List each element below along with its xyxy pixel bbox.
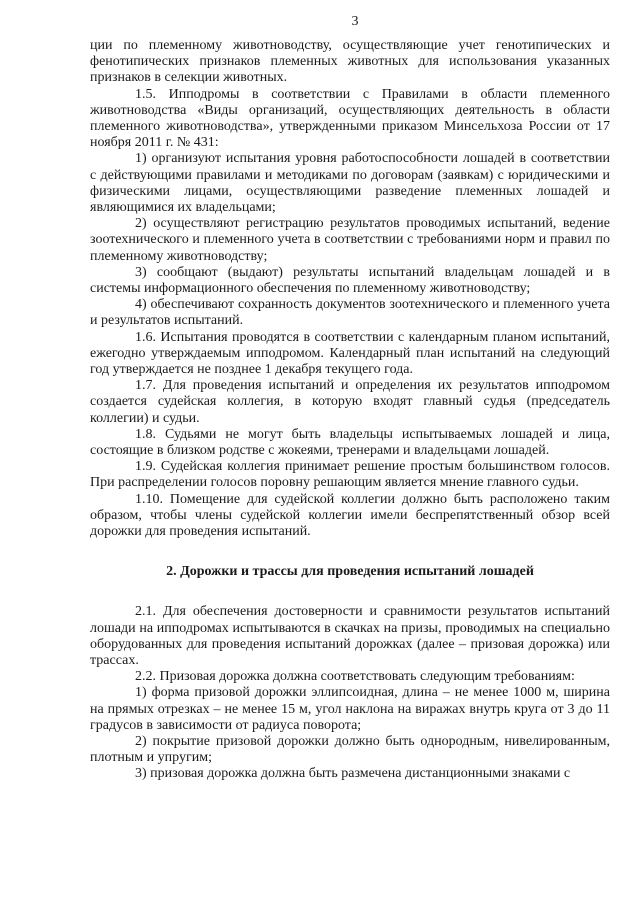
paragraph-1-5: 1.5. Ипподромы в соответствии с Правилами в области племенного животноводства «Виды организаций, осуществляющих деятельность в области племенного животноводства», утвержденными приказом Минсельхоза России от 17 ноября 2011 г. № 431: — [90, 86, 610, 151]
paragraph-2-2: 2.2. Призовая дорожка должна соответствовать следующим требованиям: — [135, 669, 575, 685]
paragraph-1-10: 1.10. Помещение для судейской коллегии должно быть расположено таким образом, чтобы члены судейской коллегии имели беспрепятственный обзор всей дорожки для проведения испытаний. — [90, 491, 610, 540]
paragraph-1-7: 1.7. Для проведения испытаний и определения их результатов ипподромом создается судейская коллегия, в которую входят главный судья (председатель коллегии) и судьи. — [90, 378, 610, 426]
paragraph-2-2-item-1: 1) форма призовой дорожки эллипсоидная, длина – не менее 1000 м, ширина на прямых отрезках – не менее 15 м, угол наклона на виражах внутрь круга от 3 до 11 градусов в зависимости от радиуса поворота; — [90, 685, 610, 733]
page-number: 3 — [351, 14, 359, 29]
paragraph-1-6: 1.6. Испытания проводятся в соответствии с календарным планом испытаний, ежегодно утверждаемым ипподромом. Календарный план испытаний на следующий год утверждается не позднее 1 декабря текущего года. — [90, 329, 610, 378]
paragraph-2-1: 2.1. Для обеспечения достоверности и сравнимости результатов испытаний лошади на ипподромах испытываются в скачках на призы, проводимых на специально оборудованных для проведения испытаний дорожках (далее – призовая дорожка) или трассах. — [90, 604, 610, 668]
paragraph-1-9: 1.9. Судейская коллегия принимает решение простым большинством голосов. При распределении голосов поровну решающим является мнение главного судьи. — [90, 459, 610, 491]
paragraph-1-5-item-2: 2) осуществляют регистрацию результатов проводимых испытаний, ведение зоотехнического и племенного учета в соответствии с требованиями норм и правил по племенному животноводству; — [90, 216, 610, 264]
paragraph-2-2-item-2: 2) покрытие призовой дорожки должно быть однородным, нивелированным, плотным и упругим; — [90, 733, 610, 766]
paragraph-1-5-item-4: 4) обеспечивают сохранность документов зоотехнического и племенного учета и результатов испытаний. — [90, 297, 610, 329]
paragraph-2-2-item-3: 3) призовая дорожка должна быть размечена дистанционными знаками с — [135, 766, 571, 782]
paragraph-continuation: ции по племенному животноводству, осуществляющие учет генотипических и фенотипических признаков племенных животных для использования указанных признаков в селекции животных. — [90, 38, 610, 86]
section-heading: 2. Дорожки и трассы для проведения испытаний лошадей — [166, 564, 534, 580]
paragraph-1-5-item-1: 1) организуют испытания уровня работоспособности лошадей в соответствии с действующими правилами и методиками по договорам (заявкам) с юридическими и физическими лицами, осуществляющими разведение племенных лошадей и являющимися их владельцами; — [90, 151, 610, 216]
paragraph-1-8: 1.8. Судьями не могут быть владельцы испытываемых лошадей и лица, состоящие в близком родстве с жокеями, тренерами и владельцами лошадей. — [90, 426, 610, 459]
paragraph-1-5-item-3: 3) сообщают (выдают) результаты испытаний владельцам лошадей и в системы информационного обеспечения по племенному животноводству; — [90, 264, 610, 297]
